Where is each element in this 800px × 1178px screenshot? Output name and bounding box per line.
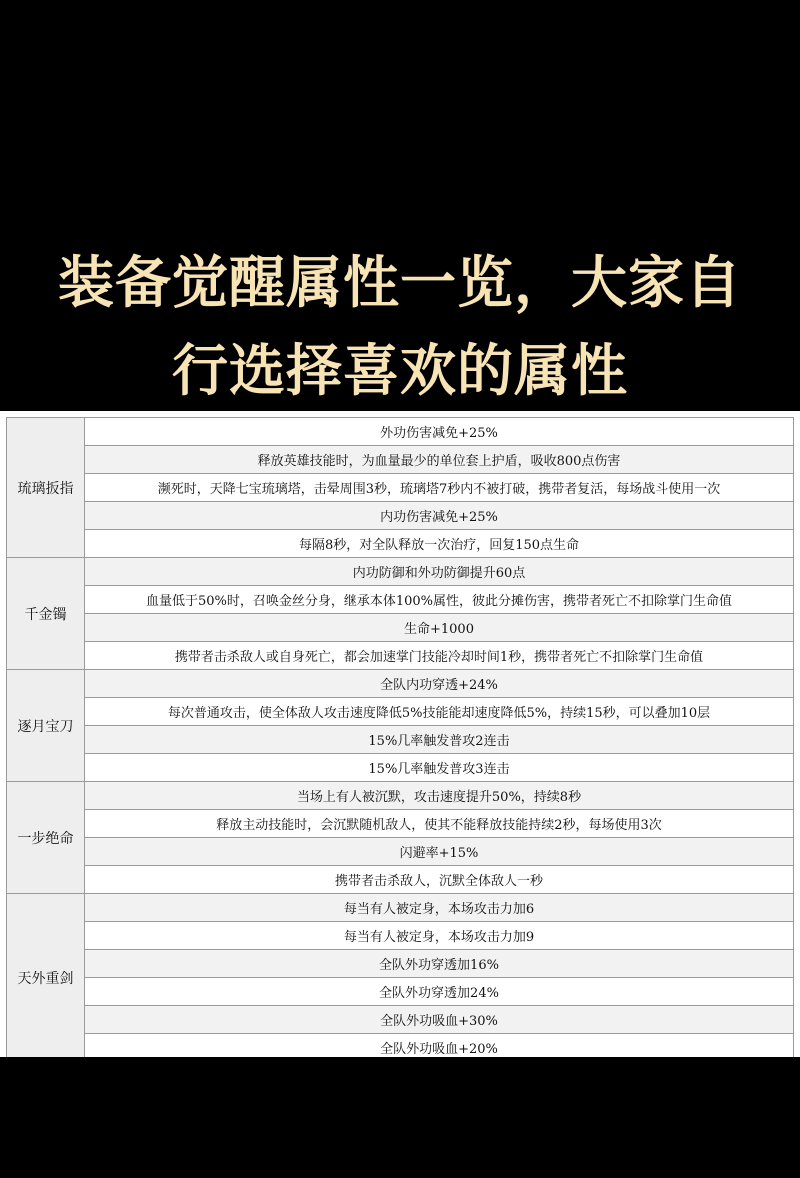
attribute-cell: 全队外功穿透加16% bbox=[85, 950, 794, 978]
attribute-cell: 每次普通攻击，使全体敌人攻击速度降低5%技能能却速度降低5%，持续15秒，可以叠加10层 bbox=[85, 698, 794, 726]
table-row bbox=[7, 502, 794, 530]
attribute-cell: 每隔8秒，对全队释放一次治疗，回复150点生命 bbox=[85, 530, 794, 558]
attribute-cell: 当场上有人被沉默，攻击速度提升50%，持续8秒 bbox=[85, 782, 794, 810]
table-row bbox=[7, 614, 794, 642]
equipment-name: 千金镯 bbox=[7, 558, 85, 670]
table-row bbox=[7, 698, 794, 726]
table-row bbox=[7, 754, 794, 782]
attribute-cell: 释放英雄技能时，为血量最少的单位套上护盾，吸收800点伤害 bbox=[85, 446, 794, 474]
table-row bbox=[7, 642, 794, 670]
attribute-cell: 全队外功吸血+30% bbox=[85, 1006, 794, 1034]
equipment-name: 一步绝命 bbox=[7, 782, 85, 894]
attribute-cell: 释放主动技能时，会沉默随机敌人，使其不能释放技能持续2秒，每场使用3次 bbox=[85, 810, 794, 838]
table-row bbox=[7, 922, 794, 950]
headline bbox=[0, 240, 800, 416]
attribute-table bbox=[6, 417, 794, 1057]
table-row bbox=[7, 866, 794, 894]
attribute-cell: 外功伤害减免+25% bbox=[85, 418, 794, 446]
bottom-bar bbox=[0, 1057, 800, 1178]
equipment-name: 逐月宝刀 bbox=[7, 670, 85, 782]
attribute-table-container bbox=[0, 411, 800, 1057]
table-row bbox=[7, 586, 794, 614]
headline-line-2: 行选择喜欢的属性 bbox=[172, 339, 628, 404]
table-row bbox=[7, 1034, 794, 1058]
attribute-cell: 内功防御和外功防御提升60点 bbox=[85, 558, 794, 586]
attribute-cell: 濒死时，天降七宝琉璃塔，击晕周围3秒，琉璃塔7秒内不被打破，携带者复活，每场战斗使用一次 bbox=[85, 474, 794, 502]
attribute-cell: 内功伤害减免+25% bbox=[85, 502, 794, 530]
table-row bbox=[7, 810, 794, 838]
attribute-cell: 每当有人被定身，本场攻击力加6 bbox=[85, 894, 794, 922]
attribute-cell: 携带者击杀敌人或自身死亡，都会加速掌门技能冷却时间1秒，携带者死亡不扣除掌门生命值 bbox=[85, 642, 794, 670]
attribute-cell: 全队外功吸血+20% bbox=[85, 1034, 794, 1058]
table-row bbox=[7, 726, 794, 754]
table-row bbox=[7, 446, 794, 474]
headline-line-1: 装备觉醒属性一览，大家自 bbox=[58, 251, 742, 316]
attribute-cell: 携带者击杀敌人，沉默全体敌人一秒 bbox=[85, 866, 794, 894]
attribute-cell: 全队外功穿透加24% bbox=[85, 978, 794, 1006]
table-row bbox=[7, 530, 794, 558]
attribute-cell: 15%几率触发普攻3连击 bbox=[85, 754, 794, 782]
attribute-cell: 每当有人被定身，本场攻击力加9 bbox=[85, 922, 794, 950]
attribute-cell: 血量低于50%时，召唤金丝分身，继承本体100%属性，彼此分摊伤害，携带者死亡不扣除掌门生命值 bbox=[85, 586, 794, 614]
table-row bbox=[7, 782, 794, 810]
table-row bbox=[7, 558, 794, 586]
attribute-cell: 生命+1000 bbox=[85, 614, 794, 642]
table-row bbox=[7, 1006, 794, 1034]
attribute-cell: 全队内功穿透+24% bbox=[85, 670, 794, 698]
table-row bbox=[7, 894, 794, 922]
table-row bbox=[7, 670, 794, 698]
table-row bbox=[7, 978, 794, 1006]
attribute-cell: 15%几率触发普攻2连击 bbox=[85, 726, 794, 754]
equipment-name: 琉璃扳指 bbox=[7, 418, 85, 558]
equipment-name: 天外重剑 bbox=[7, 894, 85, 1058]
table-row bbox=[7, 838, 794, 866]
table-row bbox=[7, 474, 794, 502]
table-row bbox=[7, 418, 794, 446]
attribute-cell: 闪避率+15% bbox=[85, 838, 794, 866]
table-row bbox=[7, 950, 794, 978]
